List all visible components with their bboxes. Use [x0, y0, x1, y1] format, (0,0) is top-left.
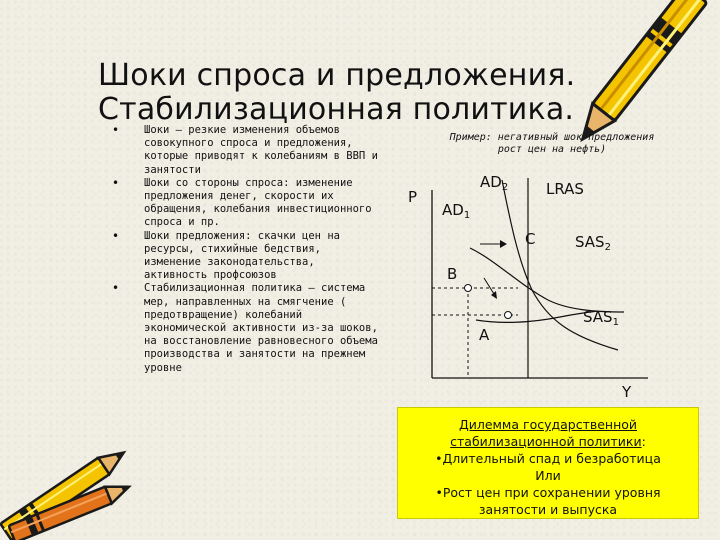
bullet-item: • Шоки предложения: скачки цен на ресурсы, стихийные бедствия, изменение законодательства, активность профсоюзов	[112, 228, 340, 282]
point-c-label: C	[525, 230, 536, 248]
ad1-label: $AD_1$	[442, 201, 471, 221]
lras-label: LRAS	[546, 180, 584, 198]
dilemma-item-2a: •Рост цен при сохранении уровня	[435, 485, 661, 500]
point-b-label: B	[447, 265, 458, 283]
point-a	[505, 312, 512, 319]
title-line-2: Стабилизационная политика.	[98, 92, 575, 127]
example-line-1: Пример: негативный шок предложения	[449, 132, 655, 143]
bullet-list	[108, 124, 378, 375]
sas2-curve	[470, 248, 624, 312]
dilemma-box	[397, 407, 699, 519]
point-a-label: A	[479, 326, 490, 344]
dilemma-heading-2: стабилизационной политики:	[450, 434, 646, 449]
dilemma-item-2b: занятости и выпуска	[478, 502, 618, 517]
sas2-label: $SAS_2$	[575, 233, 611, 253]
sas1-label: $SAS_1$	[583, 308, 619, 328]
example-line-2: рост цен на нефть)	[497, 144, 607, 155]
shift-arrow-head	[491, 291, 497, 299]
point-b	[465, 285, 472, 292]
pencil-icon	[8, 474, 140, 540]
y-axis-label: Y	[622, 383, 632, 401]
bullet-item: • Шоки со стороны спроса: изменение предложения денег, скорости их обращения, колебания инвестиционного спроса и пр.	[112, 175, 372, 229]
example-caption	[402, 132, 702, 156]
title-line-1: Шоки спроса и предложения.	[98, 58, 576, 93]
sas1-curve	[476, 311, 598, 322]
bullet-item: • Стабилизационная политика – система мер, направленных на смягчение ( предотвращение) колебаний экономической активности из-за шоков, на восстановление равновесного объема производства и занятости на прежнем уровне	[112, 281, 378, 374]
shift-arrow	[484, 278, 494, 294]
dilemma-heading-1: Дилемма государственной	[458, 417, 638, 432]
page-title	[98, 58, 575, 128]
bullet-item: • Шоки – резкие изменения объемов совокупного спроса и предложения, которые приводят к колебаниям в ВВП и занятости	[112, 123, 378, 176]
ad2-label: $AD_2$	[480, 173, 509, 193]
p-axis-label: P	[408, 188, 418, 206]
shift-arrow-head	[500, 240, 507, 248]
dilemma-item-1: •Длительный спад и безработица	[435, 451, 661, 466]
dilemma-or: Или	[535, 468, 561, 483]
